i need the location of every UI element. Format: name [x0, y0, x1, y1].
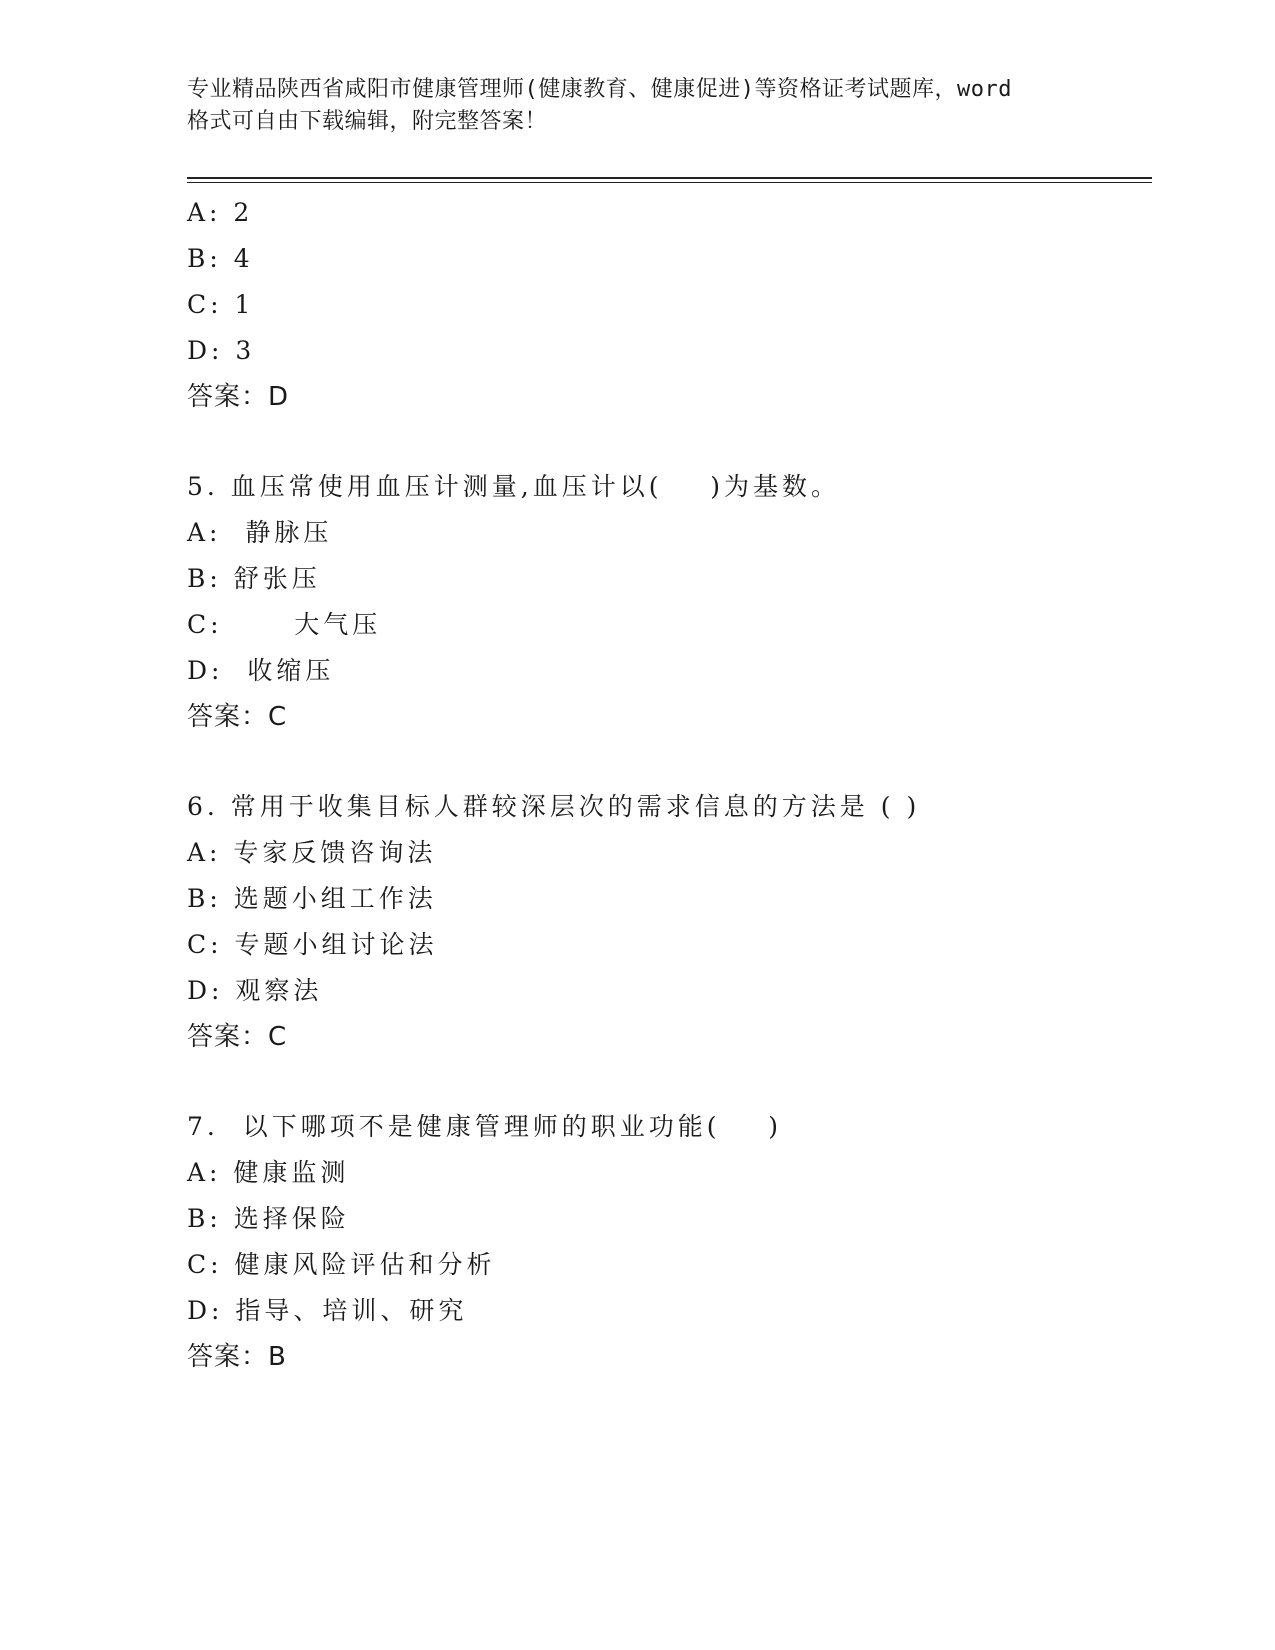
answer-line: 答案：C [187, 702, 288, 732]
header-line-2: 格式可自由下载编辑，附完整答案！ [187, 109, 548, 134]
answer-line: 答案：D [187, 382, 290, 412]
block-spacer [187, 1060, 1152, 1104]
answer-line: 答案：C [187, 1022, 288, 1052]
block-spacer [187, 740, 1152, 784]
option-d: D: 3 [187, 336, 256, 365]
option-c: C: 健康风险评估和分析 [187, 1250, 496, 1279]
header-divider-thin [187, 182, 1152, 183]
block-spacer [187, 420, 1152, 464]
question-text: 7. 以下哪项不是健康管理师的职业功能( ) [187, 1112, 783, 1141]
question-block [187, 1104, 1152, 1380]
option-d: D: 指导、培训、研究 [187, 1296, 468, 1325]
option-a: A: 健康监测 [187, 1158, 350, 1187]
option-d: D: 观察法 [187, 976, 323, 1005]
option-c: C: 1 [187, 290, 255, 319]
question-block [187, 784, 1152, 1060]
option-b: B: 舒张压 [187, 564, 321, 593]
option-c: C: 专题小组讨论法 [187, 930, 438, 959]
option-a: A: 2 [187, 198, 254, 227]
option-b: B: 4 [187, 244, 254, 273]
question-list [187, 190, 1152, 1380]
header-divider-thick [187, 177, 1152, 179]
header-line-1: 专业精品陕西省咸阳市健康管理师(健康教育、健康促进)等资格证考试题库，word [187, 77, 1012, 102]
option-a: A: 静脉压 [187, 518, 333, 547]
option-b: B: 选题小组工作法 [187, 884, 437, 913]
option-a: A: 专家反馈咨询法 [187, 838, 437, 867]
option-d: D: 收缩压 [187, 656, 335, 685]
question-block [187, 464, 1152, 740]
option-b: B: 选择保险 [187, 1204, 350, 1233]
answer-line: 答案：B [187, 1342, 287, 1372]
question-block [187, 190, 1152, 420]
question-text: 5. 血压常使用血压计测量,血压计以( )为基数。 [187, 472, 841, 501]
option-c: C: 大气压 [187, 610, 382, 639]
document-header [187, 74, 1097, 138]
question-text: 6. 常用于收集目标人群较深层次的需求信息的方法是 ( ) [187, 792, 921, 821]
